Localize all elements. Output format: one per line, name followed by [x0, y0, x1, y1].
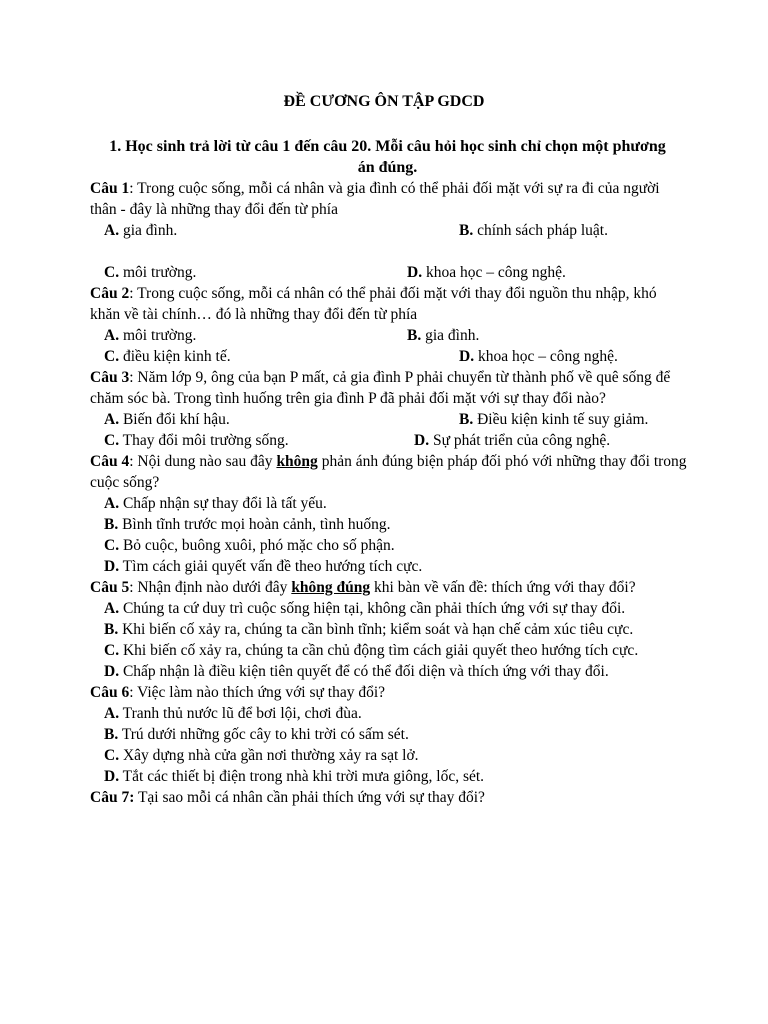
option-row	[90, 346, 690, 367]
question-text: khi bàn về vấn đề: thích ứng với thay đổi?	[370, 579, 636, 596]
question-label: Câu 4	[90, 453, 130, 470]
option-c: C. Thay đổi môi trường sống.	[104, 432, 289, 449]
option-c: C. Khi biến cố xảy ra, chúng ta cần chủ động tìm cách giải quyết theo hướng tích cực.	[104, 642, 639, 659]
document-title: ĐỀ CƯƠNG ÔN TẬP GDCD	[283, 93, 485, 110]
question-1	[90, 178, 690, 220]
question-label: Câu 3	[90, 369, 130, 386]
option-d: D. Tắt các thiết bị điện trong nhà khi trời mưa giông, lốc, sét.	[104, 768, 485, 785]
option-row	[90, 262, 690, 283]
question-label: Câu 6	[90, 684, 130, 701]
question-label: Câu 5	[90, 579, 130, 596]
option-a: A. gia đình.	[104, 222, 178, 239]
question-text: : Trong cuộc sống, mỗi cá nhân có thể phải đối mặt với thay đổi nguồn thu nhập, khó khăn về tài chính… đó là những thay đổi đến từ phía	[90, 285, 657, 323]
option-b: B. Khi biến cố xảy ra, chúng ta cần bình tĩnh; kiểm soát và hạn chế cảm xúc tiêu cực.	[104, 621, 634, 638]
question-text: : Năm lớp 9, ông của bạn P mất, cả gia đình P phải chuyển từ thành phố về quê sống để chăm sóc bà. Trong tình huống trên gia đình P đã phải đối mặt với sự thay đổi nào?	[90, 369, 671, 407]
option-d: D. khoa học – công nghệ.	[407, 264, 566, 281]
option-row	[90, 325, 690, 346]
section-heading: 1. Học sinh trả lời từ câu 1 đến câu 20. Mỗi câu hỏi học sinh chỉ chọn một phương án đúng.	[109, 138, 666, 176]
option-b: B. gia đình.	[407, 327, 480, 344]
option-c: C. điều kiện kinh tế.	[104, 348, 231, 365]
question-2	[90, 283, 690, 325]
question-text: : Việc làm nào thích ứng với sự thay đổi?	[129, 684, 386, 701]
option-row	[90, 220, 690, 262]
question-5	[90, 577, 690, 598]
question-6	[90, 682, 690, 703]
question-label: Câu 2	[90, 285, 130, 302]
option-row	[90, 430, 690, 451]
option-b: B. Điều kiện kinh tế suy giảm.	[459, 411, 649, 428]
option-b: B. chính sách pháp luật.	[459, 222, 608, 239]
option-d: D. Sự phát triển của công nghệ.	[414, 432, 611, 449]
option-c: C. Xây dựng nhà cửa gần nơi thường xảy ra sạt lở.	[104, 747, 419, 764]
option-a: A. Tranh thủ nước lũ để bơi lội, chơi đùa.	[104, 705, 362, 722]
option-d: D. Chấp nhận là điều kiện tiên quyết để có thể đối diện và thích ứng với thay đổi.	[104, 663, 609, 680]
question-text: phản ánh đúng biện pháp đối phó với những thay đổi trong cuộc sống?	[90, 453, 687, 491]
emphasis-word: không đúng	[291, 579, 371, 596]
option-c: C. Bỏ cuộc, buông xuôi, phó mặc cho số phận.	[104, 537, 395, 554]
option-a: A. môi trường.	[104, 327, 197, 344]
question-text: : Trong cuộc sống, mỗi cá nhân và gia đình có thể phải đối mặt với sự ra đi của người thân - đây là những thay đổi đến từ phía	[90, 180, 660, 218]
question-text: : Nhận định nào dưới đây	[129, 579, 292, 596]
question-4	[90, 451, 690, 493]
emphasis-word: không	[276, 453, 318, 470]
question-label: Câu 7:	[90, 789, 135, 806]
question-text: : Nội dung nào sau đây	[129, 453, 277, 470]
option-b: B. Trú dưới những gốc cây to khi trời có sấm sét.	[104, 726, 409, 743]
option-b: B. Bình tĩnh trước mọi hoàn cảnh, tình huống.	[104, 516, 391, 533]
option-d: D. khoa học – công nghệ.	[459, 348, 618, 365]
question-3	[90, 367, 690, 409]
option-a: A. Biến đổi khí hậu.	[104, 411, 230, 428]
option-row	[90, 409, 690, 430]
question-text: Tại sao mỗi cá nhân cần phải thích ứng với sự thay đổi?	[134, 789, 485, 806]
option-a: A. Chúng ta cứ duy trì cuộc sống hiện tại, không cần phải thích ứng với sự thay đổi.	[104, 600, 626, 617]
option-a: A. Chấp nhận sự thay đổi là tất yếu.	[104, 495, 327, 512]
option-c: C. môi trường.	[104, 264, 197, 281]
option-d: D. Tìm cách giải quyết vấn đề theo hướng tích cực.	[104, 558, 423, 575]
question-7	[90, 787, 690, 808]
question-list	[90, 178, 690, 808]
question-label: Câu 1	[90, 180, 130, 197]
